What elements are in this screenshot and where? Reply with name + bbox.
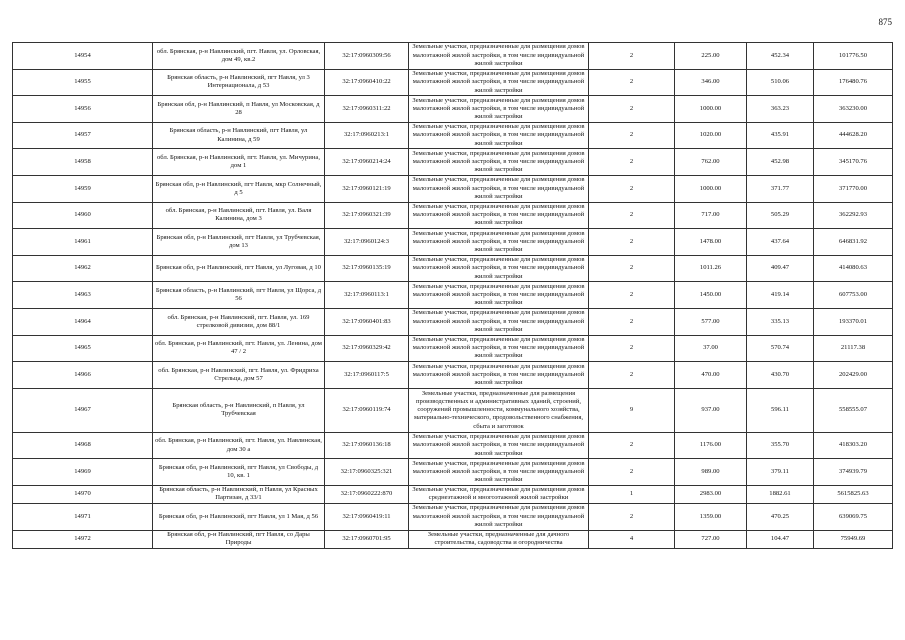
specific-value-cell: 596.11 (747, 388, 814, 432)
specific-value-cell: 104.47 (747, 530, 814, 548)
group-cell: 2 (589, 202, 675, 229)
table-row (13, 432, 893, 459)
area-cell: 2983.00 (675, 485, 747, 503)
group-cell: 1 (589, 485, 675, 503)
land-purpose-cell: Земельные участки, предназначенные для размещения домов малоэтажной жилой застройки, в том числе индивидуальной жилой застройки (409, 255, 589, 282)
cadastral-number-cell: 32:17:0960113:1 (325, 282, 409, 309)
cadastral-value-cell: 345170.76 (814, 149, 893, 176)
area-cell: 1011.26 (675, 255, 747, 282)
address-cell: Брянская обл, р-н Навлинский, пгт Навля, мкр Солнечный, д 5 (153, 175, 325, 202)
cadastral-value-cell: 5615825.63 (814, 485, 893, 503)
land-purpose-cell: Земельные участки, предназначенные для размещения домов среднеэтажной и многоэтажной жилой застройки (409, 485, 589, 503)
table-row (13, 69, 893, 96)
address-cell: обл. Брянская, р-н Навлинский, пгт. Навля, ул. Фридриха Стрельца, дом 57 (153, 362, 325, 389)
specific-value-cell: 409.47 (747, 255, 814, 282)
record-id-cell: 14966 (13, 362, 153, 389)
address-cell: Брянская обл, р-н Навлинский, пгт Навля, ул Луговая, д 10 (153, 255, 325, 282)
address-cell: Брянская обл, р-н Навлинский, пгт Навля, со Дары Природы (153, 530, 325, 548)
table-row (13, 43, 893, 70)
group-cell: 2 (589, 362, 675, 389)
cadastral-number-cell: 32:17:0960410:22 (325, 69, 409, 96)
record-id-cell: 14960 (13, 202, 153, 229)
cadastral-number-cell: 32:17:0960309:56 (325, 43, 409, 70)
record-id-cell: 14969 (13, 459, 153, 486)
area-cell: 470.00 (675, 362, 747, 389)
cadastral-number-cell: 32:17:0960124:3 (325, 229, 409, 256)
land-purpose-cell: Земельные участки, предназначенные для размещения домов малоэтажной жилой застройки, в том числе индивидуальной жилой застройки (409, 229, 589, 256)
cadastral-number-cell: 32:17:0960135:19 (325, 255, 409, 282)
record-id-cell: 14954 (13, 43, 153, 70)
record-id-cell: 14970 (13, 485, 153, 503)
table-row (13, 362, 893, 389)
area-cell: 762.00 (675, 149, 747, 176)
cadastral-value-cell: 607753.00 (814, 282, 893, 309)
record-id-cell: 14964 (13, 308, 153, 335)
address-cell: Брянская область, р-н Навлинский, пгт Навля, ул Калинина, д 59 (153, 122, 325, 149)
cadastral-number-cell: 32:17:0960214:24 (325, 149, 409, 176)
cadastral-number-cell: 32:17:0960117:5 (325, 362, 409, 389)
specific-value-cell: 452.34 (747, 43, 814, 70)
land-registry-table (12, 42, 893, 549)
record-id-cell: 14958 (13, 149, 153, 176)
area-cell: 225.00 (675, 43, 747, 70)
group-cell: 2 (589, 69, 675, 96)
cadastral-number-cell: 32:17:0960325:321 (325, 459, 409, 486)
address-cell: обл. Брянская, р-н Навлинский, пгт. Навля, ул. 169 стрелковой дивизии, дом 88/1 (153, 308, 325, 335)
land-purpose-cell: Земельные участки, предназначенные для размещения производственных и административных зданий, строений, сооружений промышленности, коммунального хозяйства, материально-технического, продовольственного снабжения, сбыта и заготовок (409, 388, 589, 432)
land-purpose-cell: Земельные участки, предназначенные для размещения домов малоэтажной жилой застройки, в том числе индивидуальной жилой застройки (409, 96, 589, 123)
specific-value-cell: 363.23 (747, 96, 814, 123)
specific-value-cell: 379.11 (747, 459, 814, 486)
area-cell: 1359.00 (675, 503, 747, 530)
record-id-cell: 14956 (13, 96, 153, 123)
group-cell: 9 (589, 388, 675, 432)
specific-value-cell: 570.74 (747, 335, 814, 362)
group-cell: 2 (589, 175, 675, 202)
table-row (13, 388, 893, 432)
address-cell: обл. Брянская, р-н Навлинский, пгт. Навля, ул. Навлинская, дом 30 а (153, 432, 325, 459)
group-cell: 2 (589, 503, 675, 530)
cadastral-value-cell: 374939.79 (814, 459, 893, 486)
table-row (13, 530, 893, 548)
cadastral-value-cell: 646831.92 (814, 229, 893, 256)
record-id-cell: 14961 (13, 229, 153, 256)
address-cell: Брянская область, р-н Навлинский, пгт Навля, ул 3 Интернационала, д 53 (153, 69, 325, 96)
cadastral-value-cell: 21117.38 (814, 335, 893, 362)
land-purpose-cell: Земельные участки, предназначенные для дачного строительства, садоводства и огородничества (409, 530, 589, 548)
page-number: 875 (878, 17, 892, 27)
record-id-cell: 14957 (13, 122, 153, 149)
address-cell: Брянская область, р-н Навлинский, п Навля, ул Красных Партизан, д 33/1 (153, 485, 325, 503)
address-cell: Брянская обл, р-н Навлинский, п Навля, ул Московская, д 28 (153, 96, 325, 123)
land-purpose-cell: Земельные участки, предназначенные для размещения домов малоэтажной жилой застройки, в том числе индивидуальной жилой застройки (409, 175, 589, 202)
cadastral-value-cell: 101776.50 (814, 43, 893, 70)
land-purpose-cell: Земельные участки, предназначенные для размещения домов малоэтажной жилой застройки, в том числе индивидуальной жилой застройки (409, 282, 589, 309)
specific-value-cell: 437.64 (747, 229, 814, 256)
table-row (13, 175, 893, 202)
cadastral-number-cell: 32:17:0960311:22 (325, 96, 409, 123)
area-cell: 1000.00 (675, 96, 747, 123)
specific-value-cell: 419.14 (747, 282, 814, 309)
cadastral-value-cell: 558555.07 (814, 388, 893, 432)
land-purpose-cell: Земельные участки, предназначенные для размещения домов малоэтажной жилой застройки, в том числе индивидуальной жилой застройки (409, 432, 589, 459)
cadastral-value-cell: 202429.00 (814, 362, 893, 389)
cadastral-number-cell: 32:17:0960121:19 (325, 175, 409, 202)
specific-value-cell: 452.98 (747, 149, 814, 176)
address-cell: Брянская обл, р-н Навлинский, пгт Навля, ул Трубчевская, дом 13 (153, 229, 325, 256)
group-cell: 4 (589, 530, 675, 548)
group-cell: 2 (589, 335, 675, 362)
land-purpose-cell: Земельные участки, предназначенные для размещения домов малоэтажной жилой застройки, в том числе индивидуальной жилой застройки (409, 69, 589, 96)
area-cell: 937.00 (675, 388, 747, 432)
specific-value-cell: 510.06 (747, 69, 814, 96)
cadastral-value-cell: 418303.20 (814, 432, 893, 459)
cadastral-value-cell: 193370.01 (814, 308, 893, 335)
address-cell: Брянская область, р-н Навлинский, пгт Навля, ул Щорса, д 56 (153, 282, 325, 309)
cadastral-value-cell: 176480.76 (814, 69, 893, 96)
specific-value-cell: 435.91 (747, 122, 814, 149)
specific-value-cell: 1882.61 (747, 485, 814, 503)
record-id-cell: 14971 (13, 503, 153, 530)
group-cell: 2 (589, 432, 675, 459)
area-cell: 577.00 (675, 308, 747, 335)
group-cell: 2 (589, 96, 675, 123)
table-row (13, 149, 893, 176)
address-cell: Брянская область, р-н Навлинский, п Навля, ул Трубчевская (153, 388, 325, 432)
table-row (13, 255, 893, 282)
area-cell: 37.00 (675, 335, 747, 362)
cadastral-value-cell: 639069.75 (814, 503, 893, 530)
land-purpose-cell: Земельные участки, предназначенные для размещения домов малоэтажной жилой застройки, в том числе индивидуальной жилой застройки (409, 149, 589, 176)
cadastral-value-cell: 362292.93 (814, 202, 893, 229)
record-id-cell: 14963 (13, 282, 153, 309)
address-cell: Брянская обл, р-н Навлинский, пгт Навля, ул Свободы, д 10, кв. 1 (153, 459, 325, 486)
address-cell: обл. Брянская, р-н Навлинский, пгт. Навля, ул. Ленина, дом 47 / 2 (153, 335, 325, 362)
cadastral-number-cell: 32:17:0960419:11 (325, 503, 409, 530)
cadastral-number-cell: 32:17:0960701:95 (325, 530, 409, 548)
address-cell: обл. Брянская, р-н Навлинский, пгт. Навля, ул. Орловская, дом 49, кв.2 (153, 43, 325, 70)
land-purpose-cell: Земельные участки, предназначенные для размещения домов малоэтажной жилой застройки, в том числе индивидуальной жилой застройки (409, 503, 589, 530)
cadastral-value-cell: 75949.69 (814, 530, 893, 548)
record-id-cell: 14962 (13, 255, 153, 282)
area-cell: 989.00 (675, 459, 747, 486)
cadastral-number-cell: 32:17:0960401:83 (325, 308, 409, 335)
record-id-cell: 14967 (13, 388, 153, 432)
table-row (13, 96, 893, 123)
cadastral-number-cell: 32:17:0960321:39 (325, 202, 409, 229)
record-id-cell: 14955 (13, 69, 153, 96)
table-row (13, 202, 893, 229)
group-cell: 2 (589, 255, 675, 282)
area-cell: 1000.00 (675, 175, 747, 202)
specific-value-cell: 371.77 (747, 175, 814, 202)
table-row (13, 459, 893, 486)
address-cell: обл. Брянская, р-н Навлинский, пгт. Навля, ул. Валя Калинина, дом 3 (153, 202, 325, 229)
group-cell: 2 (589, 149, 675, 176)
group-cell: 2 (589, 229, 675, 256)
group-cell: 2 (589, 459, 675, 486)
area-cell: 1478.00 (675, 229, 747, 256)
group-cell: 2 (589, 308, 675, 335)
table-row (13, 229, 893, 256)
area-cell: 1020.00 (675, 122, 747, 149)
cadastral-number-cell: 32:17:0960136:18 (325, 432, 409, 459)
land-purpose-cell: Земельные участки, предназначенные для размещения домов малоэтажной жилой застройки, в том числе индивидуальной жилой застройки (409, 308, 589, 335)
cadastral-number-cell: 32:17:0960119:74 (325, 388, 409, 432)
area-cell: 727.00 (675, 530, 747, 548)
land-purpose-cell: Земельные участки, предназначенные для размещения домов малоэтажной жилой застройки, в том числе индивидуальной жилой застройки (409, 43, 589, 70)
table-row (13, 335, 893, 362)
record-id-cell: 14968 (13, 432, 153, 459)
cadastral-number-cell: 32:17:0960329:42 (325, 335, 409, 362)
group-cell: 2 (589, 43, 675, 70)
record-id-cell: 14959 (13, 175, 153, 202)
cadastral-value-cell: 371770.00 (814, 175, 893, 202)
area-cell: 1176.00 (675, 432, 747, 459)
land-purpose-cell: Земельные участки, предназначенные для размещения домов малоэтажной жилой застройки, в том числе индивидуальной жилой застройки (409, 122, 589, 149)
table-row (13, 282, 893, 309)
table-row (13, 503, 893, 530)
table-row (13, 485, 893, 503)
specific-value-cell: 355.70 (747, 432, 814, 459)
specific-value-cell: 430.70 (747, 362, 814, 389)
table-row (13, 122, 893, 149)
group-cell: 2 (589, 282, 675, 309)
table-body (13, 43, 893, 549)
land-purpose-cell: Земельные участки, предназначенные для размещения домов малоэтажной жилой застройки, в том числе индивидуальной жилой застройки (409, 459, 589, 486)
table-row (13, 308, 893, 335)
specific-value-cell: 470.25 (747, 503, 814, 530)
address-cell: обл. Брянская, р-н Навлинский, пгт. Навля, ул. Мичурина, дом 1 (153, 149, 325, 176)
specific-value-cell: 505.29 (747, 202, 814, 229)
cadastral-number-cell: 32:17:0960222:870 (325, 485, 409, 503)
cadastral-value-cell: 363230.00 (814, 96, 893, 123)
address-cell: Брянская обл, р-н Навлинский, пгт Навля, ул 1 Мая, д 56 (153, 503, 325, 530)
area-cell: 346.00 (675, 69, 747, 96)
land-purpose-cell: Земельные участки, предназначенные для размещения домов малоэтажной жилой застройки, в том числе индивидуальной жилой застройки (409, 335, 589, 362)
cadastral-value-cell: 444628.20 (814, 122, 893, 149)
land-purpose-cell: Земельные участки, предназначенные для размещения домов малоэтажной жилой застройки, в том числе индивидуальной жилой застройки (409, 202, 589, 229)
specific-value-cell: 335.13 (747, 308, 814, 335)
record-id-cell: 14972 (13, 530, 153, 548)
land-purpose-cell: Земельные участки, предназначенные для размещения домов малоэтажной жилой застройки, в том числе индивидуальной жилой застройки (409, 362, 589, 389)
group-cell: 2 (589, 122, 675, 149)
record-id-cell: 14965 (13, 335, 153, 362)
area-cell: 1450.00 (675, 282, 747, 309)
cadastral-number-cell: 32:17:0960213:1 (325, 122, 409, 149)
cadastral-value-cell: 414080.63 (814, 255, 893, 282)
area-cell: 717.00 (675, 202, 747, 229)
